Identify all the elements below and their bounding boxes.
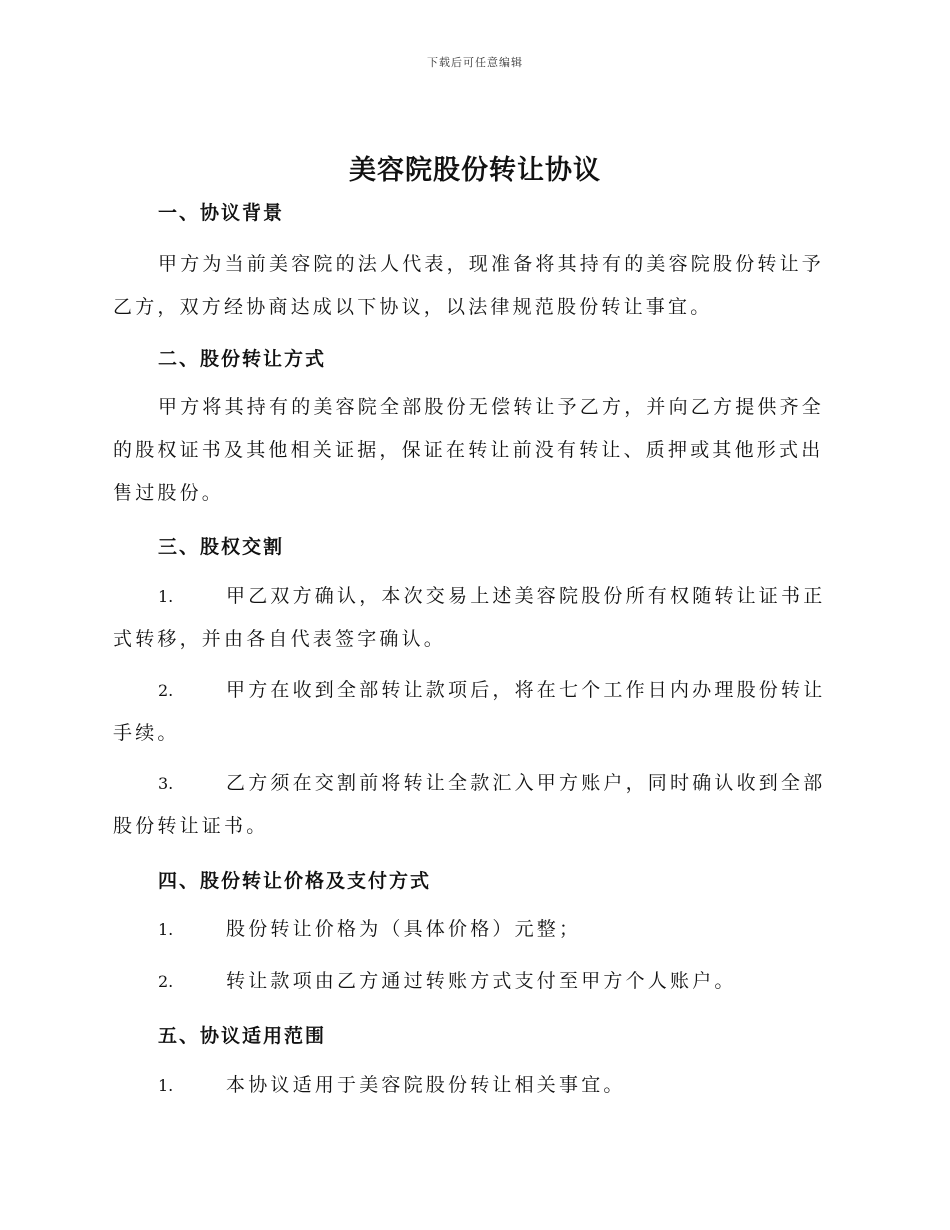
list-item-number: 3. (158, 774, 174, 793)
list-item-text: 股份转让价格为（具体价格）元整； (226, 918, 582, 940)
list-item (113, 575, 833, 661)
list-item-number: 2. (158, 972, 174, 991)
list-item-text: 甲乙双方确认，本次交易上述美容院股份所有权随转让证书正式转移，并由各自代表签字确认。 (113, 585, 826, 650)
header-note: 下载后可任意编辑 (427, 56, 523, 69)
list-item-text: 甲方在收到全部转让款项后，将在七个工作日内办理股份转让手续。 (113, 679, 826, 744)
list-item (113, 669, 833, 755)
list-item (113, 762, 833, 848)
list-item (113, 908, 833, 951)
document-title: 美容院股份转让协议 (349, 155, 601, 186)
list-item (113, 960, 833, 1003)
section-heading-background: 一、协议背景 (158, 202, 285, 224)
section-heading-equity-delivery: 三、股权交割 (158, 536, 285, 558)
section-heading-price-and-payment: 四、股份转让价格及支付方式 (158, 870, 432, 892)
list-item-text: 转让款项由乙方通过转账方式支付至甲方个人账户。 (226, 970, 737, 992)
list-item-text: 本协议适用于美容院股份转让相关事宜。 (226, 1074, 626, 1096)
list-item-number: 1. (158, 1076, 174, 1095)
section-paragraph-transfer-method: 甲方将其持有的美容院全部股份无偿转让予乙方，并向乙方提供齐全的股权证书及其他相关证据，保证在转让前没有转让、质押或其他形式出售过股份。 (113, 396, 825, 504)
list-item-number: 1. (158, 587, 174, 606)
list-item-number: 2. (158, 681, 174, 700)
section-paragraph-background: 甲方为当前美容院的法人代表，现准备将其持有的美容院股份转让予乙方，双方经协商达成以下协议，以法律规范股份转让事宜。 (113, 253, 825, 318)
list-item (113, 1064, 833, 1107)
section-heading-scope: 五、协议适用范围 (158, 1025, 327, 1047)
section-heading-transfer-method: 二、股份转让方式 (158, 348, 327, 370)
list-item-text: 乙方须在交割前将转让全款汇入甲方账户，同时确认收到全部股份转让证书。 (113, 772, 826, 837)
list-item-number: 1. (158, 920, 174, 939)
